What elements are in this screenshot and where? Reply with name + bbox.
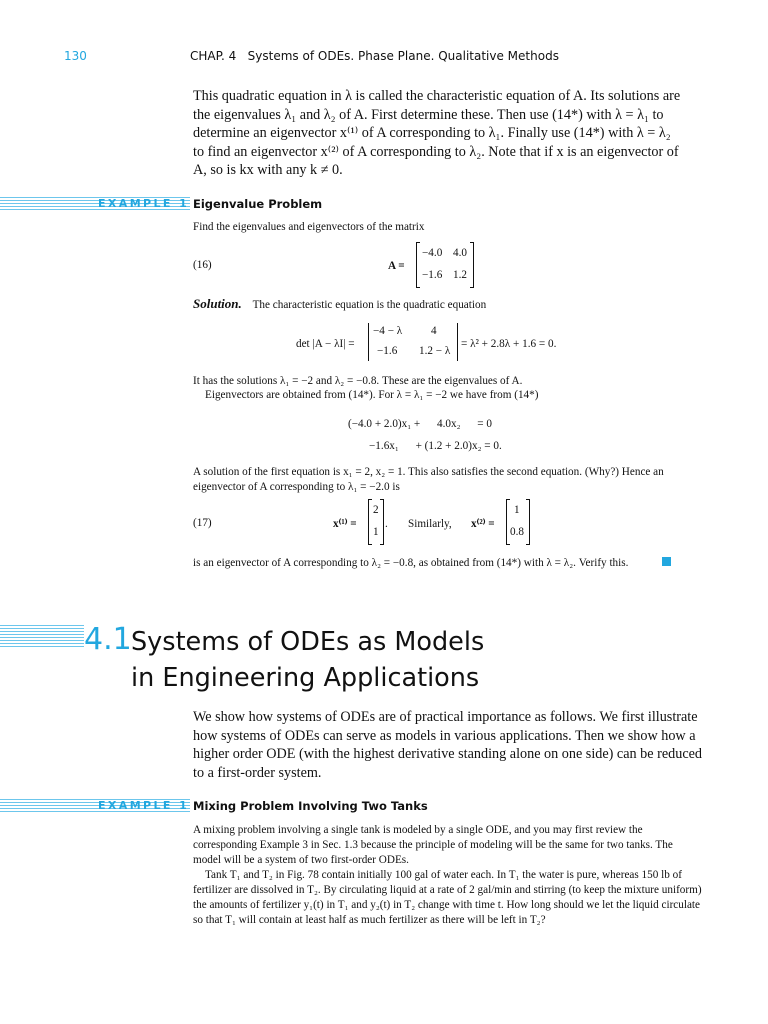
vector-cell: 2 <box>373 504 379 516</box>
similarly-text: Similarly, <box>408 518 452 530</box>
det-cell: −1.6 <box>377 345 398 357</box>
eigenvalues-line: It has the solutions λ₁ = −2 and λ₂ = −0.8. These are the eigenvalues of A. <box>193 375 523 387</box>
mixing-line: the amounts of fertilizer y₁(t) in T₁ and y₂(t) in T₂ change with time t. How long should we let the liquid circulate <box>193 899 701 911</box>
det-matrix <box>368 323 458 361</box>
section-intro-line: how systems of ODEs can serve as models in various applications. Then we show how a <box>193 727 696 744</box>
matrix-a <box>416 243 474 287</box>
matrix-cell: −1.6 <box>422 269 443 281</box>
equation-number: (17) <box>193 517 212 529</box>
example-prompt: Find the eigenvalues and eigenvectors of the matrix <box>193 221 425 233</box>
mixing-paragraph <box>193 823 702 928</box>
example-label: EXAMPLE 1 <box>98 197 190 210</box>
solution-line <box>193 296 486 313</box>
det-lhs: det |A − λI| = <box>296 338 355 350</box>
eigenvectors-line: Eigenvectors are obtained from (14*). For λ = λ₁ = −2 we have from (14*) <box>205 389 539 401</box>
mixing-line: so that T₁ will contain at least half as much fertilizer as there will be left in T₂? <box>193 914 546 926</box>
section-rule-lines <box>0 625 84 649</box>
first-solution-line: eigenvector of A corresponding to λ₁ = −2.0 is <box>193 481 400 493</box>
mixing-line: A mixing problem involving a single tank is modeled by a single ODE, and you may first review the <box>193 824 643 836</box>
system-row-1: (−4.0 + 2.0)x₁ + 4.0x₂ = 0 <box>348 418 492 430</box>
mixing-line: Tank T₁ and T₂ in Fig. 78 contain initially 100 gal of water each. In T₁ the water is pure, whereas 150 lb of <box>205 869 682 881</box>
closing-line: is an eigenvector of A corresponding to λ₂ = −0.8, as obtained from (14*) with λ = λ₂. Verify this. <box>193 557 629 569</box>
solution-text: The characteristic equation is the quadratic equation <box>252 299 487 311</box>
intro-line: determine an eigenvector x⁽¹⁾ of A corresponding to λ₁. Finally use (14*) with λ = λ₂ <box>193 125 671 142</box>
intro-paragraph <box>193 87 681 180</box>
vector-x1 <box>368 500 384 544</box>
matrix-lhs: A = <box>388 260 405 272</box>
section-intro-line: higher order ODE (with the highest derivative standing alone on one side) can be reduced <box>193 746 703 763</box>
vector-x2 <box>506 500 530 544</box>
det-cell: 1.2 − λ <box>419 345 451 357</box>
det-rhs: = λ² + 2.8λ + 1.6 = 0. <box>461 338 557 350</box>
mixing-line: fertilizer are dissolved in T₂. By circulating liquid at a rate of 2 gal/min and stirring (to keep the mixture uniform) <box>193 884 702 896</box>
section-title <box>131 624 484 696</box>
solution-label: Solution. <box>193 296 242 311</box>
matrix-cell: 1.2 <box>453 269 467 281</box>
section-intro <box>193 708 703 782</box>
example-title: Mixing Problem Involving Two Tanks <box>193 799 428 813</box>
matrix-cell: 4.0 <box>453 247 467 259</box>
mixing-line: corresponding Example 3 in Sec. 1.3 because the principle of modeling will be the same for two tanks. The <box>193 839 673 851</box>
example-label: EXAMPLE 1 <box>98 799 190 812</box>
system-row-2: −1.6x₁ + (1.2 + 2.0)x₂ = 0. <box>369 440 502 452</box>
page-number: 130 <box>64 49 87 63</box>
section-title-line: Systems of ODEs as Models <box>131 627 485 657</box>
first-solution-line: A solution of the first equation is x₁ = 2, x₂ = 1. This also satisfies the second equation. (Why?) Hence an <box>193 466 664 478</box>
equation-number: (16) <box>193 259 212 271</box>
running-title: CHAP. 4 Systems of ODEs. Phase Plane. Qualitative Methods <box>190 49 559 63</box>
vector-cell: 1 <box>373 526 379 538</box>
end-of-example-square-icon <box>662 557 671 566</box>
det-cell: −4 − λ <box>373 325 403 337</box>
section-title-line: in Engineering Applications <box>131 663 480 693</box>
vector-cell: 0.8 <box>510 526 524 538</box>
vector-x2-lhs: x⁽²⁾ = <box>471 518 495 530</box>
vector-cell: 1 <box>514 504 520 516</box>
det-cell: 4 <box>431 325 437 337</box>
section-number: 4.1 <box>84 622 132 657</box>
mixing-line: model will be a system of two first-order ODEs. <box>193 854 409 866</box>
matrix-cell: −4.0 <box>422 247 443 259</box>
section-intro-line: We show how systems of ODEs are of practical importance as follows. We first illustrate <box>193 709 698 725</box>
section-intro-line: to a first-order system. <box>193 764 322 781</box>
example-title: Eigenvalue Problem <box>193 197 323 211</box>
intro-line: A, so is kx with any k ≠ 0. <box>193 162 343 179</box>
intro-line: the eigenvalues λ₁ and λ₂ of A. First determine these. Then use (14*) with λ = λ₁ to <box>193 106 664 123</box>
intro-line: This quadratic equation in λ is called the characteristic equation of A. Its solutions are <box>193 88 681 104</box>
period: . <box>385 518 388 530</box>
vector-x1-lhs: x⁽¹⁾ = <box>333 518 357 530</box>
intro-line: to find an eigenvector x⁽²⁾ of A corresponding to λ₂. Note that if x is an eigenvector of <box>193 143 679 160</box>
